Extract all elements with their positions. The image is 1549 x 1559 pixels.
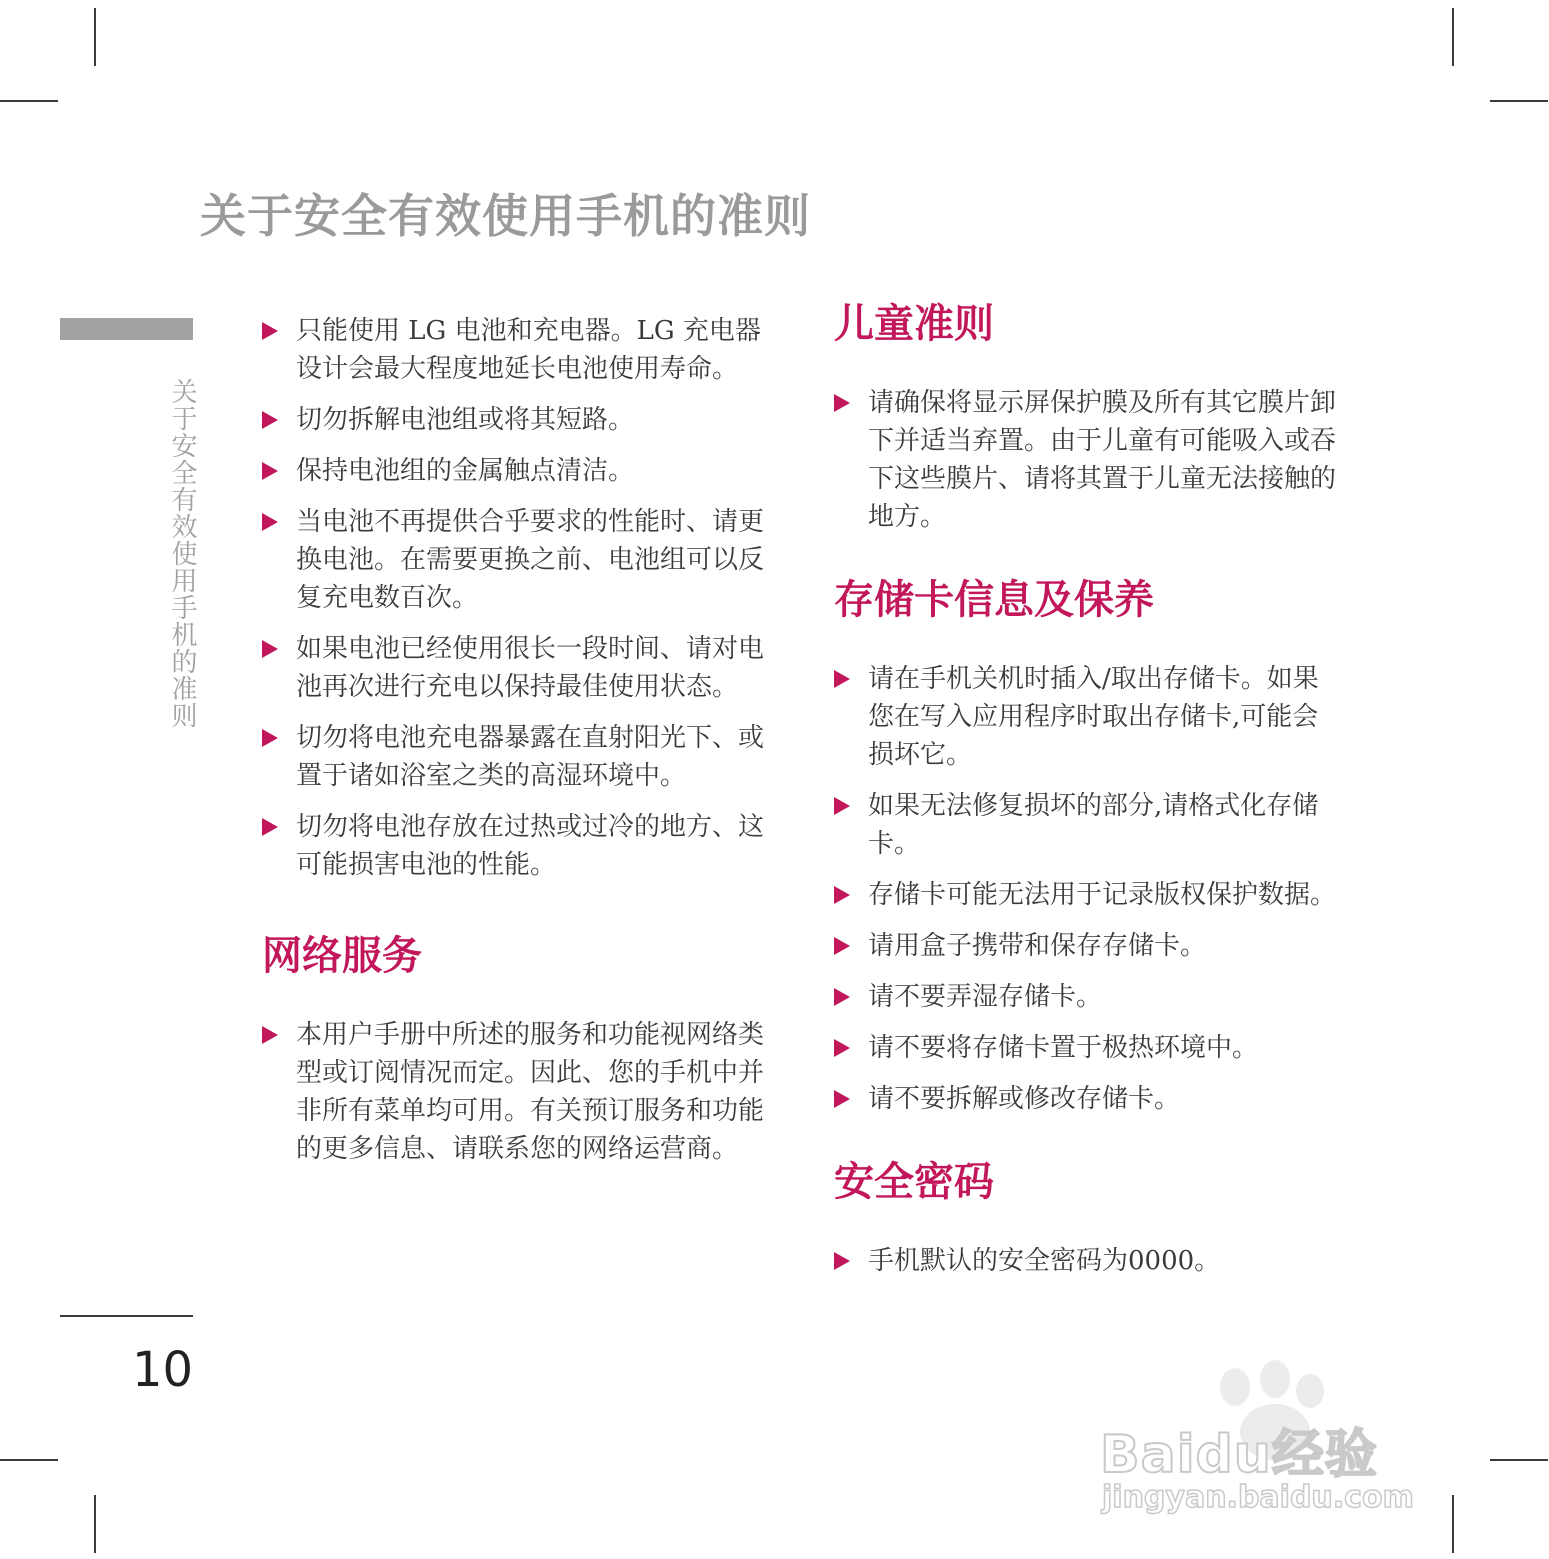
crop-mark — [1490, 1459, 1548, 1461]
triangle-bullet-icon — [262, 322, 278, 340]
triangle-bullet-icon — [834, 797, 850, 815]
list-item: 如果电池已经使用很长一段时间、请对电池再次进行充电以保持最佳使用状态。 — [262, 630, 772, 706]
triangle-bullet-icon — [834, 1252, 850, 1270]
triangle-bullet-icon — [834, 1090, 850, 1108]
crop-mark — [1452, 8, 1454, 66]
list-item: 请不要拆解或修改存储卡。 — [834, 1080, 1344, 1118]
list-item: 手机默认的安全密码为0000。 — [834, 1242, 1344, 1280]
triangle-bullet-icon — [262, 729, 278, 747]
page-title: 关于安全有效使用手机的准则 — [200, 189, 811, 243]
list-item: 存储卡可能无法用于记录版权保护数据。 — [834, 876, 1344, 914]
list-item: 切勿将电池存放在过热或过冷的地方、这可能损害电池的性能。 — [262, 808, 772, 884]
paw-icon — [1260, 1360, 1290, 1398]
sidebar-vertical-title: 关于安全有效使用手机的准则 — [167, 378, 197, 729]
section-title-security-code: 安全密码 — [834, 1159, 994, 1205]
triangle-bullet-icon — [834, 394, 850, 412]
triangle-bullet-icon — [834, 886, 850, 904]
list-item: 请不要弄湿存储卡。 — [834, 978, 1344, 1016]
list-item: 切勿将电池充电器暴露在直射阳光下、或置于诸如浴室之类的高湿环境中。 — [262, 719, 772, 795]
list-item: 只能使用 LG 电池和充电器。LG 充电器设计会最大程度地延长电池使用寿命。 — [262, 312, 772, 388]
crop-mark — [1490, 100, 1548, 102]
section-title-memory-card: 存储卡信息及保养 — [834, 577, 1154, 623]
crop-mark — [94, 1495, 96, 1553]
list-item: 保持电池组的金属触点清洁。 — [262, 452, 772, 490]
list-item: 请确保将显示屏保护膜及所有其它膜片卸下并适当弃置。由于儿童有可能吸入或吞下这些膜片、请将其置于儿童无法接触的地方。 — [834, 384, 1344, 536]
triangle-bullet-icon — [262, 462, 278, 480]
section-title-children: 儿童准则 — [834, 301, 994, 347]
triangle-bullet-icon — [262, 1026, 278, 1044]
crop-mark — [0, 100, 58, 102]
triangle-bullet-icon — [834, 988, 850, 1006]
security-list — [834, 1242, 1344, 1280]
triangle-bullet-icon — [834, 670, 850, 688]
list-item: 请不要将存储卡置于极热环境中。 — [834, 1029, 1344, 1067]
baidu-watermark — [1100, 1360, 1460, 1515]
children-list — [834, 384, 1344, 536]
list-item: 请在手机关机时插入/取出存储卡。如果您在写入应用程序时取出存储卡,可能会损坏它。 — [834, 660, 1344, 774]
list-item: 请用盒子携带和保存存储卡。 — [834, 927, 1344, 965]
triangle-bullet-icon — [834, 1039, 850, 1057]
triangle-bullet-icon — [262, 513, 278, 531]
page-number: 10 — [132, 1342, 194, 1398]
triangle-bullet-icon — [834, 937, 850, 955]
network-list — [262, 1016, 772, 1168]
page-number-rule — [60, 1315, 193, 1317]
watermark-url: jingyan.baidu.com — [1102, 1480, 1414, 1515]
list-item: 切勿拆解电池组或将其短路。 — [262, 401, 772, 439]
right-column — [834, 300, 1344, 1293]
crop-mark — [0, 1459, 58, 1461]
memory-card-list — [834, 660, 1344, 1118]
watermark-brand: Baidu经验 — [1100, 1425, 1378, 1485]
list-item: 如果无法修复损坏的部分,请格式化存储卡。 — [834, 787, 1344, 863]
sidebar-gray-bar — [60, 318, 193, 340]
triangle-bullet-icon — [262, 411, 278, 429]
triangle-bullet-icon — [262, 640, 278, 658]
crop-mark — [94, 8, 96, 66]
list-item: 本用户手册中所述的服务和功能视网络类型或订阅情况而定。因此、您的手机中并非所有菜单均可用。有关预订服务和功能的更多信息、请联系您的网络运营商。 — [262, 1016, 772, 1168]
paw-icon — [1296, 1374, 1324, 1408]
paw-icon — [1220, 1368, 1250, 1406]
left-column — [262, 312, 772, 1181]
section-title-network: 网络服务 — [262, 933, 422, 979]
triangle-bullet-icon — [262, 818, 278, 836]
battery-list — [262, 312, 772, 884]
list-item: 当电池不再提供合乎要求的性能时、请更换电池。在需要更换之前、电池组可以反复充电数百次。 — [262, 503, 772, 617]
